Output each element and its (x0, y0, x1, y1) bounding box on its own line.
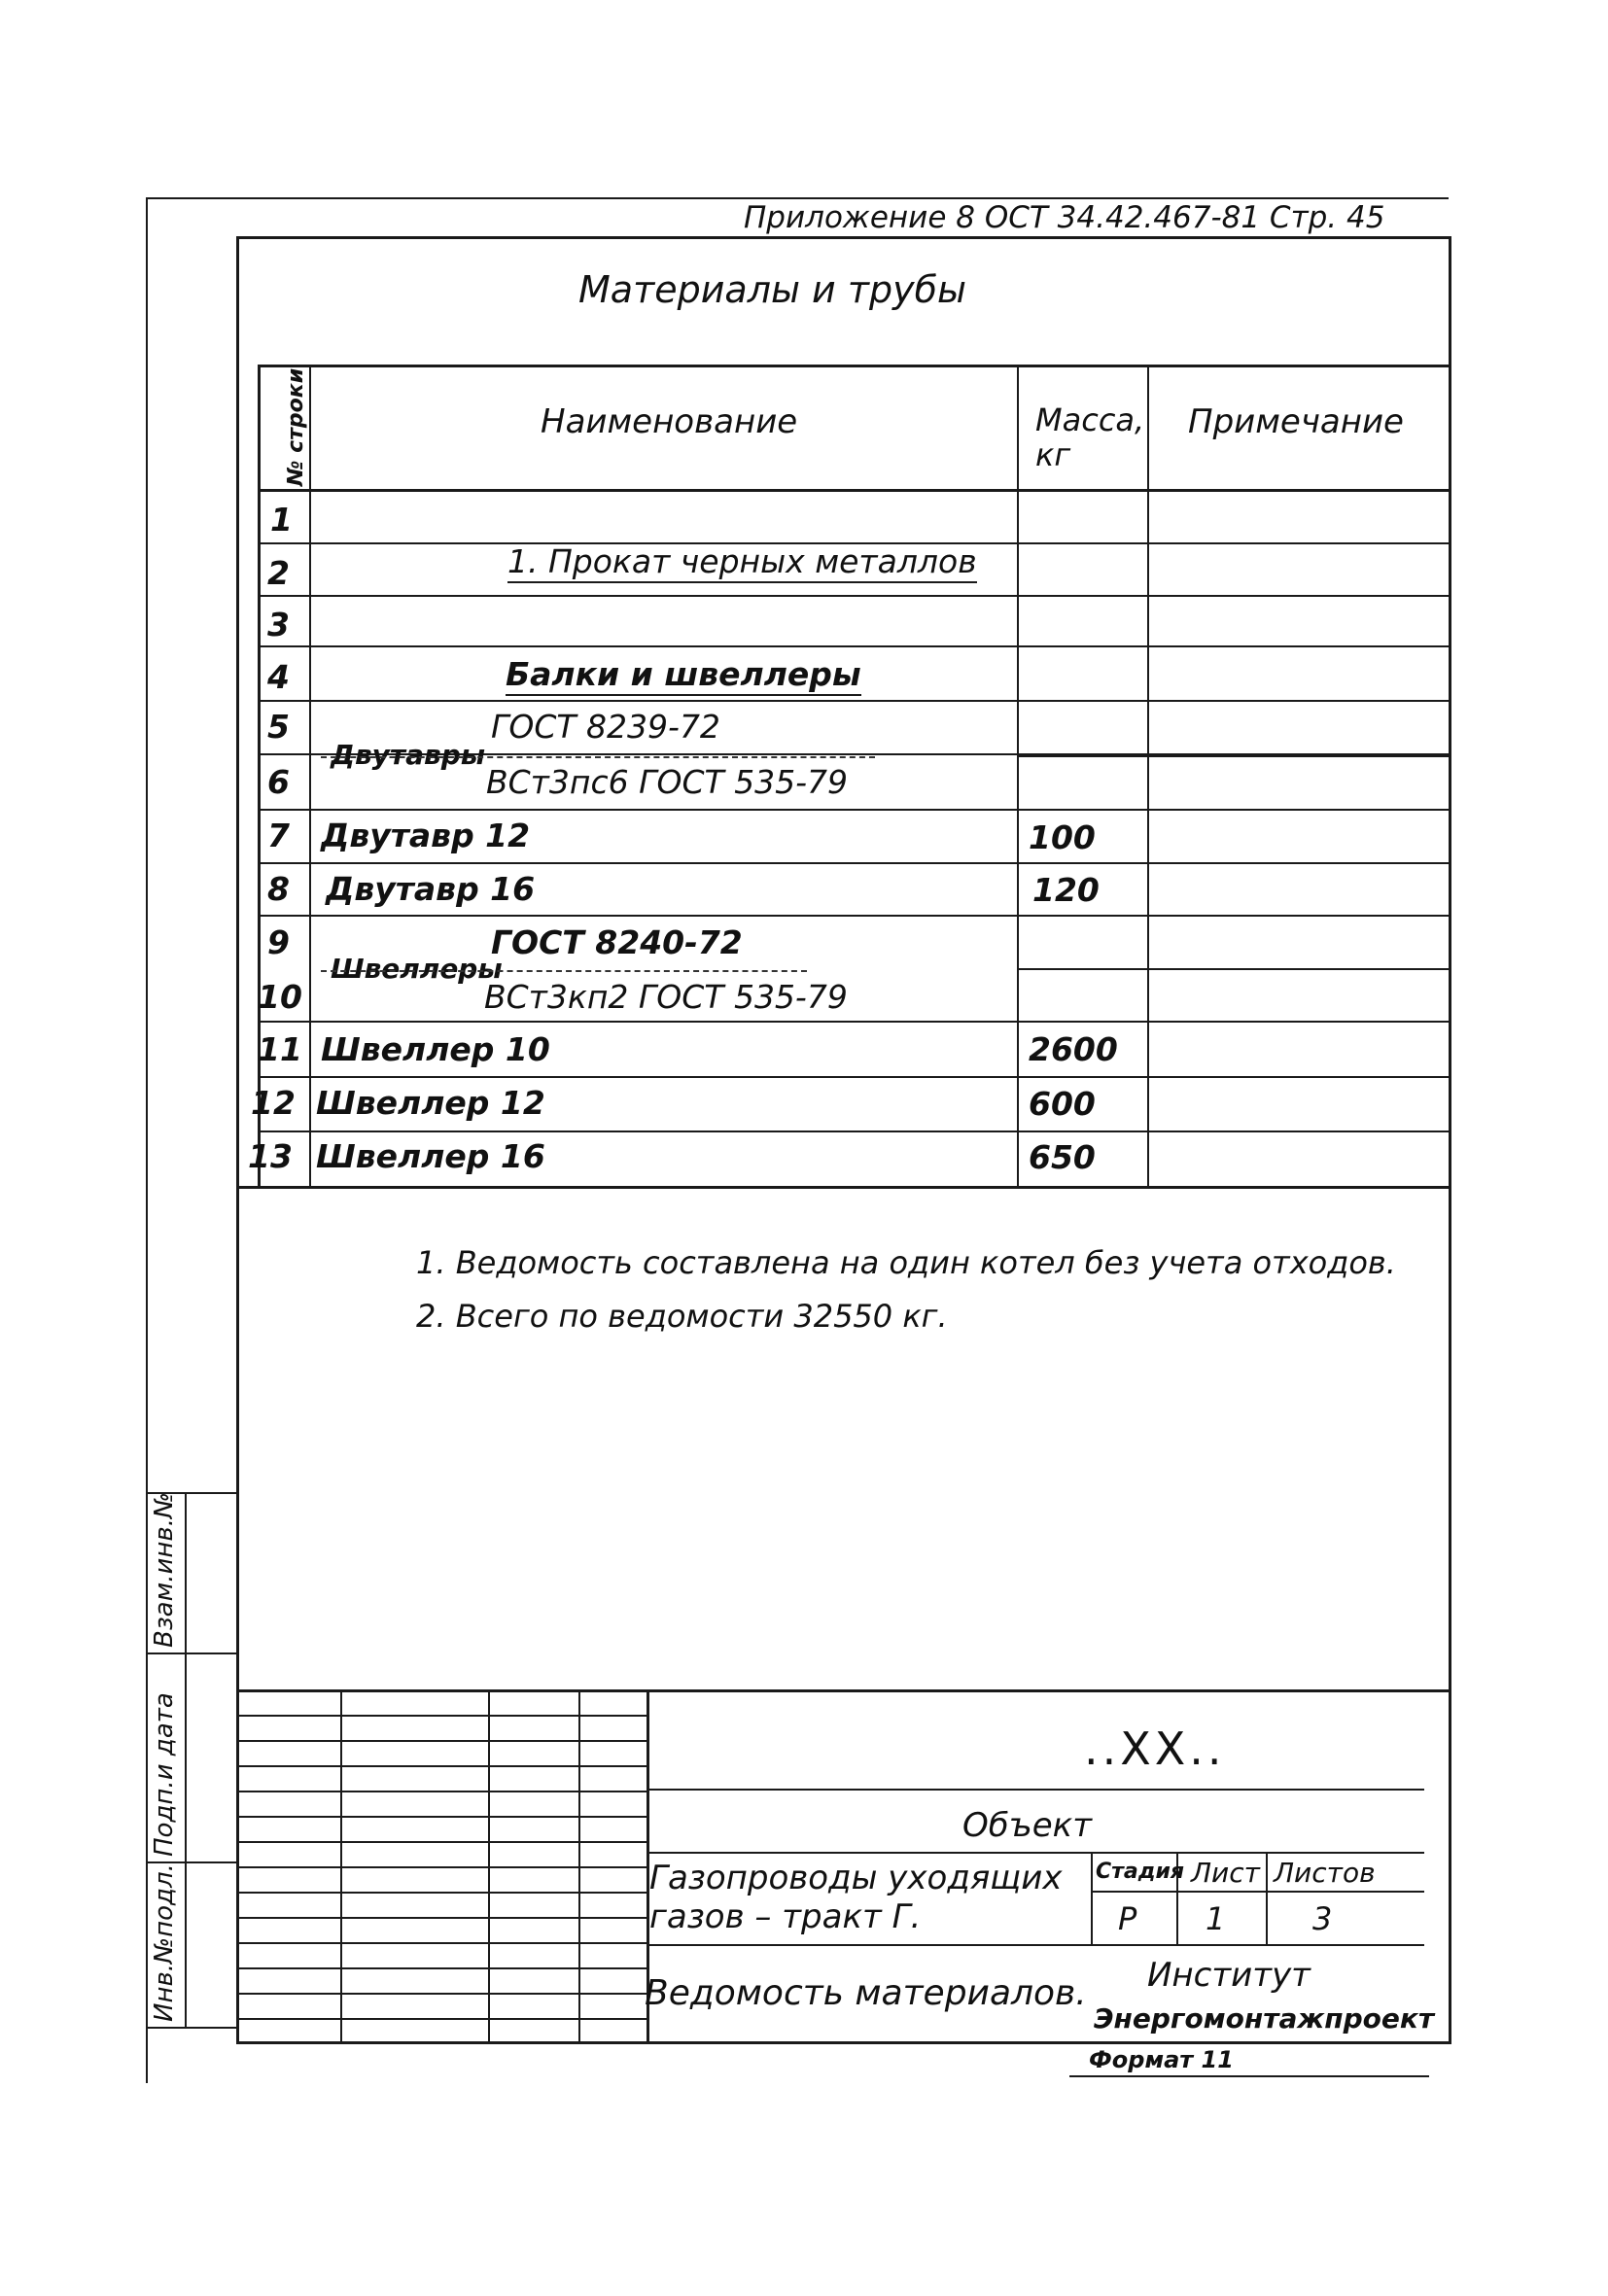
format-label: Формат 11 (1089, 2046, 1234, 2073)
row-line-7 (258, 809, 1449, 811)
row-line-9 (258, 915, 1449, 917)
tb-stage-label: Стадия (1096, 1860, 1185, 1884)
tb-sheet-value: 1 (1206, 1900, 1226, 1937)
row-number: 8 (267, 870, 290, 908)
row-line-4 (258, 700, 1449, 702)
side-stamp-bottom (146, 2027, 236, 2029)
row-number: 6 (267, 763, 290, 801)
tb-object-bottom (647, 1852, 1424, 1854)
tb-institute-label: Институт (1147, 1956, 1311, 1995)
steel-grade-beams: ВСт3пс6 ГОСТ 535-79 (486, 763, 849, 801)
note-2: 2. Всего по ведомости 32550 кг. (416, 1298, 948, 1335)
tb-doc-name: Ведомость материалов. (645, 1973, 1087, 2013)
row-number: 9 (267, 923, 290, 961)
page-title: Материалы и трубы (578, 268, 967, 311)
tb-sig-row-13 (236, 2018, 647, 2020)
group-divider-channels (321, 970, 807, 972)
header-bottom-line (258, 489, 1449, 492)
standard-beams: ГОСТ 8239-72 (491, 708, 720, 746)
item-name: Двутавр 16 (326, 870, 536, 908)
col-header-note: Примечание (1188, 402, 1404, 441)
tb-sheets-value: 3 (1312, 1900, 1333, 1937)
side-stamp-replace-inv: Взам.инв.№ (150, 1492, 179, 1648)
tb-sig-row-7 (236, 1866, 647, 1868)
item-name: Швеллер 12 (316, 1084, 545, 1122)
steel-grade-channels: ВСт3кп2 ГОСТ 535-79 (484, 978, 848, 1016)
tb-sig-row-11 (236, 1967, 647, 1969)
item-name: Двутавр 12 (321, 817, 531, 854)
col-sep-name (1017, 365, 1019, 1189)
title-bottom-line (258, 365, 1449, 367)
tb-code: ..XX.. (1084, 1722, 1226, 1775)
table-bottom-line (236, 1186, 1451, 1189)
row-line-10 (1017, 968, 1449, 970)
tb-stage-left (1091, 1852, 1093, 1944)
tb-sig-row-9 (236, 1917, 647, 1919)
group-label-channels: Швеллеры (331, 953, 503, 985)
col-header-name: Наименование (541, 402, 798, 441)
group-divider-beams (321, 756, 875, 758)
tb-doc-top (647, 1944, 1424, 1946)
row-number: 4 (267, 658, 290, 696)
tb-sheet-label: Лист (1191, 1857, 1260, 1889)
tb-sheets-label: Листов (1274, 1857, 1376, 1889)
row-number: 12 (251, 1084, 296, 1122)
row-line-6 (1017, 755, 1449, 757)
tb-stage-header-bottom (1091, 1891, 1424, 1893)
mass-value: 100 (1029, 818, 1096, 856)
col-header-mass (1035, 401, 1145, 473)
tb-sig-row-6 (236, 1841, 647, 1843)
tb-sig-row-1 (236, 1715, 647, 1717)
side-stamp-left (146, 1492, 148, 2027)
row-number: 7 (267, 817, 290, 854)
row-line-2 (258, 595, 1449, 597)
col-sep-number (309, 365, 311, 1189)
tb-subject-line2: газов – тракт Г. (649, 1897, 922, 1936)
tb-institute: Энергомонтажпроект (1094, 2002, 1435, 2035)
row-number: 5 (267, 708, 290, 746)
row-line-12 (258, 1076, 1449, 1078)
tb-sig-row-3 (236, 1765, 647, 1767)
item-name: Швеллер 10 (321, 1030, 550, 1068)
row-line-11 (258, 1021, 1449, 1023)
tb-subject-line1: Газопроводы уходящих (649, 1859, 1063, 1897)
standard-channels: ГОСТ 8240-72 (491, 923, 743, 961)
subsection-heading-text: Балки и швеллеры (506, 655, 861, 696)
side-stamp-sign-date: Подп.и дата (150, 1692, 179, 1857)
item-name: Швеллер 16 (316, 1137, 545, 1175)
mass-value: 650 (1029, 1138, 1096, 1176)
row-number: 11 (258, 1030, 302, 1068)
note-1: 1. Ведомость составлена на один котел без учета отходов. (416, 1244, 1396, 1281)
tb-sig-row-12 (236, 1993, 647, 1995)
row-number: 13 (248, 1137, 293, 1175)
tb-stage-value: Р (1118, 1900, 1137, 1937)
section-heading (507, 542, 977, 580)
outer-top-border (146, 197, 1449, 199)
tb-sig-row-5 (236, 1816, 647, 1818)
header-reference: Приложение 8 ОСТ 34.42.467-81 Стр. 45 (744, 200, 1385, 235)
col-header-row-no: № строки (284, 367, 308, 486)
group-label-beams: Двутавры (331, 739, 486, 771)
row-line-3 (258, 645, 1449, 647)
mass-label: Масса, кг (1035, 401, 1145, 473)
mass-value: 600 (1029, 1085, 1096, 1123)
side-stamp-inv-orig: Инв.№подл. (150, 1863, 179, 2022)
subsection-heading (506, 655, 861, 693)
tb-sig-row-4 (236, 1791, 647, 1792)
row-number: 1 (270, 501, 293, 539)
tb-sig-row-8 (236, 1892, 647, 1894)
row-line-13 (258, 1131, 1449, 1132)
section-heading-text: 1. Прокат черных металлов (507, 542, 977, 583)
side-stamp-sep-1 (146, 1652, 236, 1654)
mass-value: 120 (1032, 871, 1100, 909)
row-number: 10 (258, 978, 302, 1016)
mass-value: 2600 (1029, 1030, 1118, 1068)
tb-sig-row-2 (236, 1740, 647, 1742)
tb-sheet-right (1266, 1852, 1268, 1944)
row-number: 3 (267, 606, 290, 644)
row-line-8 (258, 862, 1449, 864)
format-line (1069, 2075, 1429, 2077)
title-block-top (236, 1689, 1451, 1692)
col-sep-mass (1147, 365, 1149, 1189)
tb-code-bottom (647, 1789, 1424, 1791)
row-number: 2 (267, 554, 290, 592)
tb-object: Объект (962, 1806, 1093, 1845)
side-stamp-mid (185, 1492, 187, 2027)
tb-sig-row-10 (236, 1942, 647, 1944)
